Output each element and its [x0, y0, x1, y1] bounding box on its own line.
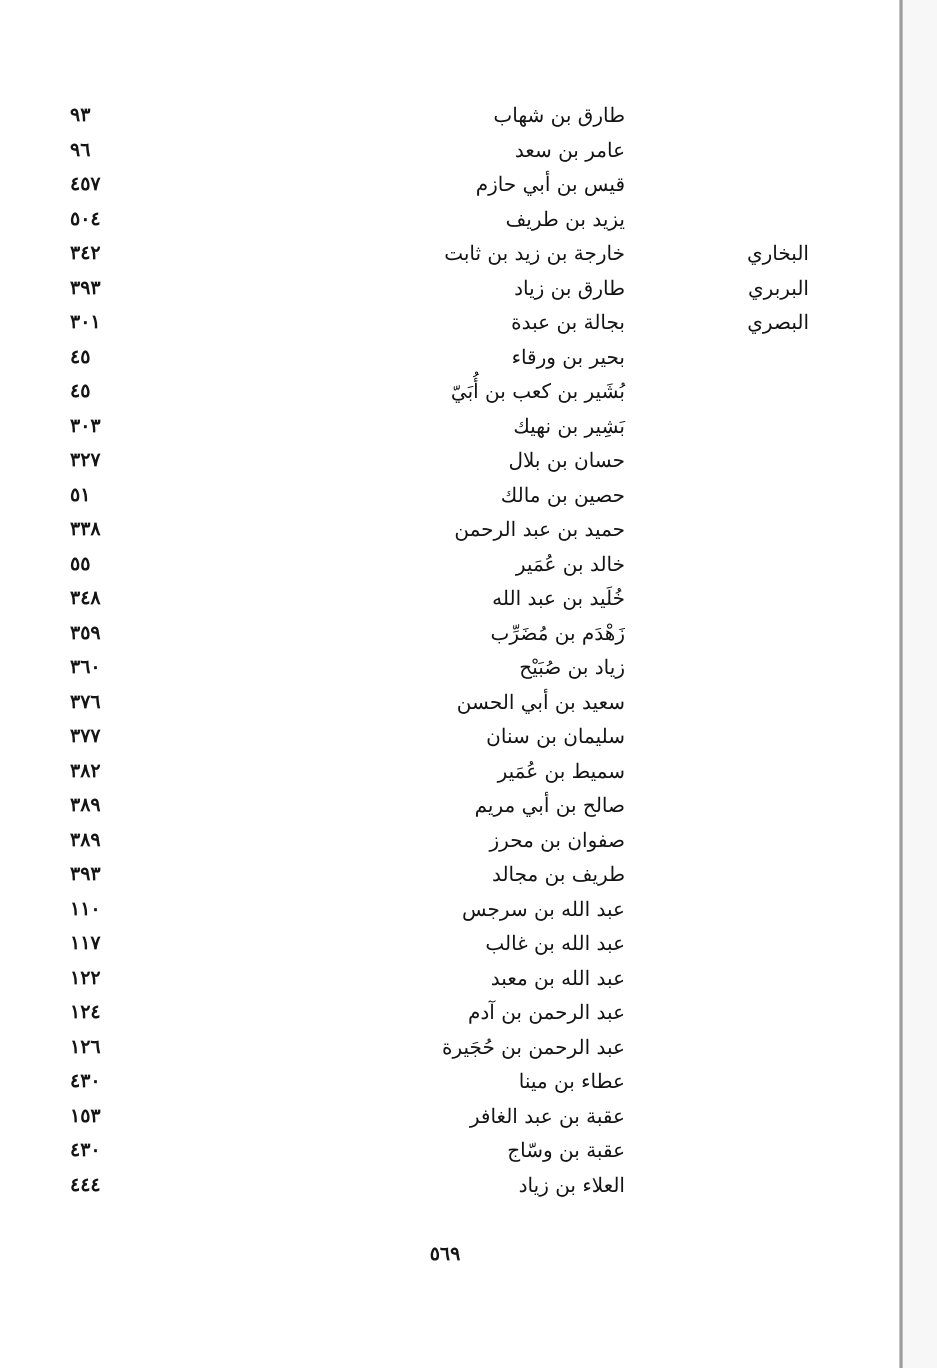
- entry-name: حصين بن مالك: [500, 482, 625, 507]
- index-entry: [0, 340, 899, 375]
- page-gutter: [903, 0, 937, 1368]
- entry-page-number: ٣٣٨: [70, 518, 101, 540]
- nisba-heading: البخاري: [746, 241, 809, 265]
- index-entry: [0, 892, 899, 927]
- entry-name: خالد بن عُمَير: [515, 551, 625, 576]
- index-entry: [0, 926, 899, 961]
- entry-page-number: ٥٥: [70, 552, 91, 575]
- entry-name: طارق بن زياد: [514, 275, 625, 300]
- entry-page-number: ٤٣٠: [70, 1139, 101, 1161]
- entry-page-number: ٣٤٢: [70, 242, 101, 264]
- index-entry: [0, 167, 899, 202]
- entry-page-number: ٣٤٨: [70, 587, 101, 609]
- index-entry: [0, 581, 899, 616]
- nisba-heading: البصري: [747, 310, 809, 334]
- index-entry: [0, 823, 899, 858]
- entry-page-number: ٣٠٣: [70, 414, 101, 437]
- entry-name: سميط بن عُمَير: [497, 758, 625, 783]
- index-entry: [0, 685, 899, 720]
- index-entry: [0, 961, 899, 996]
- index-entry: [0, 409, 899, 444]
- entry-page-number: ٣٥٩: [70, 621, 101, 644]
- index-entry: [0, 236, 899, 271]
- entry-page-number: ١١٠: [70, 897, 101, 920]
- entry-page-number: ٣٢٧: [70, 449, 101, 471]
- entry-page-number: ٤٥: [70, 380, 91, 402]
- index-entry: [0, 616, 899, 651]
- entry-name: زياد بن صُبَيْح: [519, 655, 625, 679]
- entry-name: عطاء بن مينا: [518, 1069, 625, 1093]
- entry-page-number: ٣٩٣: [70, 276, 101, 299]
- entry-name: بجالة بن عبدة: [511, 310, 625, 334]
- index-entry: [0, 202, 899, 237]
- entry-page-number: ٩٣: [70, 104, 91, 126]
- entry-name: سعيد بن أبي الحسن: [456, 689, 625, 714]
- index-entry: [0, 788, 899, 823]
- entry-name: عامر بن سعد: [514, 137, 625, 162]
- entry-name: حسان بن بلال: [508, 448, 625, 472]
- entry-page-number: ٥٠٤: [70, 207, 101, 230]
- entry-name: عبد الله بن غالب: [485, 931, 625, 955]
- index-entry: [0, 478, 899, 513]
- index-entry: [0, 995, 899, 1030]
- index-entry: [0, 98, 899, 133]
- entry-name: طارق بن شهاب: [493, 103, 625, 127]
- index-entry: [0, 1064, 899, 1099]
- entry-name: يزيد بن طريف: [505, 206, 625, 231]
- entry-page-number: ١٥٣: [70, 1104, 101, 1127]
- index-entry: [0, 512, 899, 547]
- entry-page-number: ٣٧٧: [70, 725, 101, 747]
- entry-name: حميد بن عبد الرحمن: [454, 517, 625, 541]
- entry-page-number: ٣٧٦: [70, 690, 101, 713]
- index-entry: [0, 374, 899, 409]
- index-entry: [0, 1168, 899, 1203]
- entry-name: عقبة بن وسّاج: [507, 1138, 625, 1162]
- entry-name: عبد الله بن سرجس: [462, 896, 625, 921]
- entry-page-number: ٣٦٠: [70, 656, 101, 678]
- entry-page-number: ٤٣٠: [70, 1070, 101, 1092]
- entry-page-number: ٥١: [70, 483, 91, 506]
- entry-page-number: ٣٩٣: [70, 863, 101, 885]
- entry-name: عبد الرحمن بن حُجَيرة: [442, 1034, 625, 1059]
- entry-page-number: ٤٥: [70, 345, 91, 368]
- entry-page-number: ١٢٤: [70, 1001, 101, 1023]
- index-entry: [0, 443, 899, 478]
- index-entry: [0, 305, 899, 340]
- entry-name: صفوان بن محرز: [489, 827, 625, 852]
- entry-name: سليمان بن سنان: [486, 724, 625, 748]
- index-entry: [0, 650, 899, 685]
- nisba-heading: البربري: [748, 275, 809, 300]
- entry-page-number: ٣٨٩: [70, 828, 101, 851]
- entry-page-number: ٣٨٩: [70, 794, 101, 816]
- entry-name: زَهْدَم بن مُضَرِّب: [490, 620, 625, 645]
- index-list: [0, 98, 899, 1202]
- entry-name: صالح بن أبي مريم: [474, 793, 625, 817]
- entry-page-number: ١٢٢: [70, 966, 101, 989]
- index-entry: [0, 547, 899, 582]
- entry-name: عبد الله بن معبد: [490, 965, 625, 990]
- index-entry: [0, 1133, 899, 1168]
- index-entry: [0, 1099, 899, 1134]
- entry-name: العلاء بن زياد: [518, 1172, 625, 1197]
- entry-name: بُشَير بن كعب بن أُبَيّ: [450, 379, 625, 403]
- entry-name: بحير بن ورقاء: [511, 344, 625, 369]
- entry-page-number: ٤٤٤: [70, 1173, 101, 1196]
- index-entry: [0, 719, 899, 754]
- index-entry: [0, 271, 899, 306]
- entry-name: طريف بن مجالد: [491, 862, 625, 886]
- entry-page-number: ٩٦: [70, 138, 91, 161]
- entry-name: خُلَيد بن عبد الله: [492, 586, 625, 610]
- page-number: ٥٦٩: [429, 1243, 461, 1265]
- entry-name: عقبة بن عبد الغافر: [469, 1103, 625, 1128]
- index-entry: [0, 133, 899, 168]
- entry-page-number: ٤٥٧: [70, 173, 101, 195]
- index-entry: [0, 1030, 899, 1065]
- entry-name: خارجة بن زيد بن ثابت: [444, 241, 625, 265]
- index-entry: [0, 857, 899, 892]
- entry-name: عبد الرحمن بن آدم: [467, 1000, 625, 1024]
- index-entry: [0, 754, 899, 789]
- entry-page-number: ١٢٦: [70, 1035, 101, 1058]
- entry-name: بَشِير بن نهيك: [513, 413, 625, 438]
- entry-page-number: ١١٧: [70, 932, 101, 954]
- entry-page-number: ٣٠١: [70, 311, 101, 333]
- entry-page-number: ٣٨٢: [70, 759, 101, 782]
- entry-name: قيس بن أبي حازم: [475, 172, 625, 196]
